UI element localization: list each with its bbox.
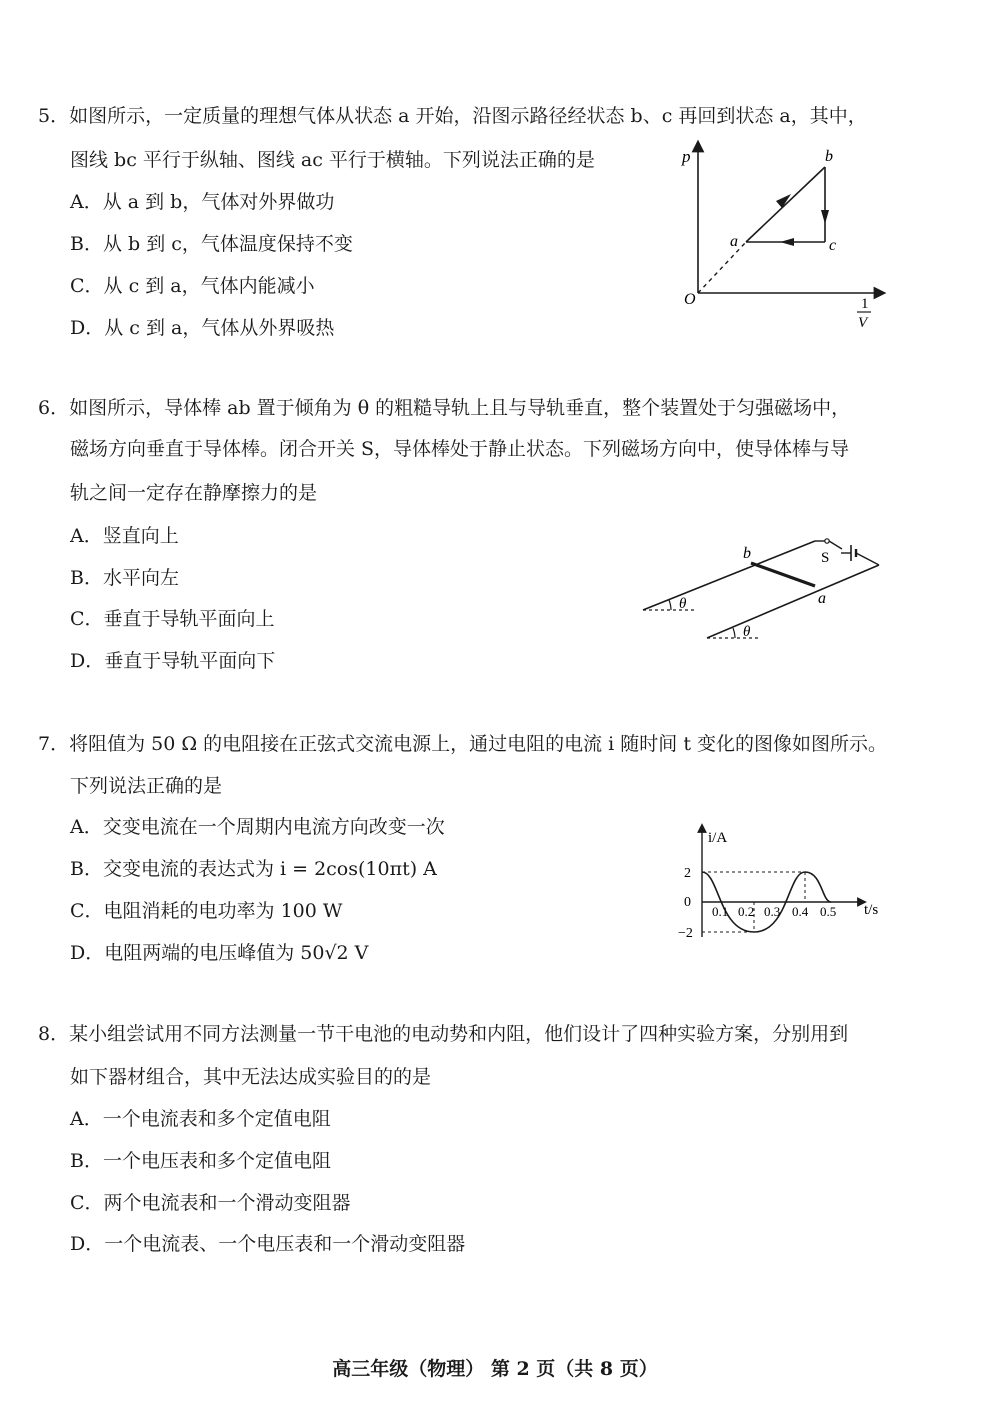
x-tick-0-5: 0.5 bbox=[820, 904, 837, 919]
question-6-stem-line-2: 磁场方向垂直于导体棒。闭合开关 S，导体棒处于静止状态。下列磁场方向中，使导体棒与导 bbox=[70, 438, 850, 460]
question-8-option-d: D．一个电流表、一个电压表和一个滑动变阻器 bbox=[70, 1233, 466, 1255]
p-axis-label: p bbox=[682, 147, 691, 166]
page-footer: 高三年级（物理） 第 2 页（共 8 页） bbox=[332, 1358, 658, 1380]
time-axis-label: t/s bbox=[864, 902, 879, 918]
question-5-option-c: C．从 c 到 a，气体内能减小 bbox=[70, 275, 315, 297]
question-5-option-d: D．从 c 到 a，气体从外界吸热 bbox=[70, 317, 335, 339]
question-8-option-c: C．两个电流表和一个滑动变阻器 bbox=[70, 1192, 351, 1214]
question-6-option-b: B．水平向左 bbox=[70, 567, 179, 589]
current-axis-label: i/A bbox=[708, 830, 728, 846]
x-tick-0-2: 0.2 bbox=[738, 904, 755, 919]
question-6-figure-inclined-rails bbox=[635, 525, 895, 650]
y-tick-0: 0 bbox=[684, 895, 691, 910]
angle-theta-lower-label: θ bbox=[743, 624, 751, 640]
question-5-option-a: A．从 a 到 b，气体对外界做功 bbox=[70, 191, 335, 213]
question-6-option-a: A．竖直向上 bbox=[70, 525, 179, 547]
question-7-stem-line-2: 下列说法正确的是 bbox=[70, 775, 223, 797]
question-7-stem-line-1: 7．将阻值为 50 Ω 的电阻接在正弦式交流电源上，通过电阻的电流 i 随时间 t 变化的图像如图所示。 bbox=[38, 733, 888, 755]
question-5-stem-line-1: 5．如图所示，一定质量的理想气体从状态 a 开始，沿图示路径经状态 b、c 再回到状态 a，其中， bbox=[38, 105, 867, 127]
question-5-option-b: B．从 b 到 c，气体温度保持不变 bbox=[70, 233, 353, 255]
question-8-stem-line-1: 8．某小组尝试用不同方法测量一节干电池的电动势和内阻，他们设计了四种实验方案，分别用到 bbox=[38, 1023, 849, 1045]
y-tick-2: 2 bbox=[684, 866, 691, 881]
question-6-stem-line-1: 6．如图所示，导体棒 ab 置于倾角为 θ 的粗糙导轨上且与导轨垂直，整个装置处于匀强磁场中， bbox=[38, 397, 851, 419]
origin-label: O bbox=[684, 291, 696, 308]
point-c-label: c bbox=[829, 237, 837, 254]
question-7-option-c: C．电阻消耗的电功率为 100 W bbox=[70, 900, 343, 922]
angle-theta-upper-label: θ bbox=[679, 596, 687, 612]
question-7-figure-current-time-graph bbox=[670, 822, 890, 947]
x-axis-label-numerator: 1 bbox=[861, 296, 869, 312]
question-6-option-d: D．垂直于导轨平面向下 bbox=[70, 650, 276, 672]
switch-label: S bbox=[821, 550, 830, 566]
question-7-option-a: A．交变电流在一个周期内电流方向改变一次 bbox=[70, 816, 445, 838]
question-8-option-a: A．一个电流表和多个定值电阻 bbox=[70, 1108, 331, 1130]
question-8-stem-line-2: 如下器材组合，其中无法达成实验目的的是 bbox=[70, 1066, 432, 1088]
question-5-stem-line-2: 图线 bc 平行于纵轴、图线 ac 平行于横轴。下列说法正确的是 bbox=[70, 149, 595, 171]
question-6-option-c: C．垂直于导轨平面向上 bbox=[70, 608, 275, 630]
x-tick-0-1: 0.1 bbox=[712, 904, 729, 919]
x-axis-label-denominator: V bbox=[858, 315, 868, 331]
x-tick-0-4: 0.4 bbox=[792, 904, 809, 919]
question-6-stem-line-3: 轨之间一定存在静摩擦力的是 bbox=[70, 482, 318, 504]
question-7-option-d: D．电阻两端的电压峰值为 50√2 V bbox=[70, 942, 369, 964]
point-a-label: a bbox=[730, 233, 738, 250]
x-tick-0-3: 0.3 bbox=[764, 904, 781, 919]
rod-end-a-label: a bbox=[818, 590, 826, 607]
rod-end-b-label: b bbox=[743, 545, 751, 562]
question-7-option-b: B．交变电流的表达式为 i = 2cos(10πt) A bbox=[70, 858, 437, 880]
question-8-option-b: B．一个电压表和多个定值电阻 bbox=[70, 1150, 331, 1172]
point-b-label: b bbox=[825, 148, 833, 165]
question-5-figure-p-1v-diagram bbox=[670, 138, 890, 338]
y-tick-minus-2: −2 bbox=[678, 926, 693, 941]
